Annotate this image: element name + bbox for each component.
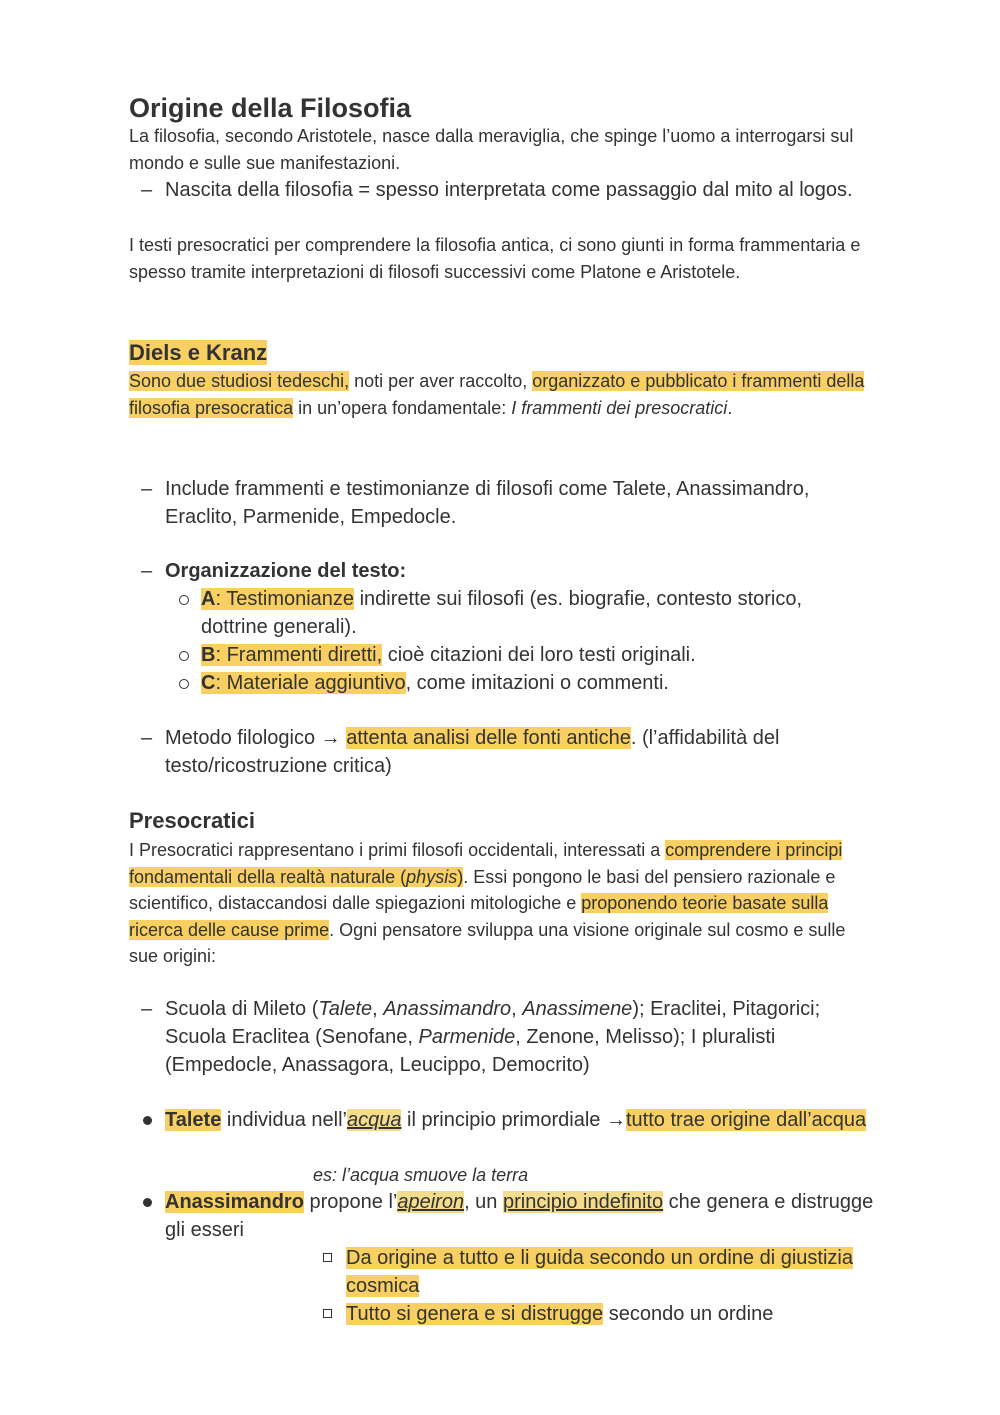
section-title-diels: Diels e Kranz xyxy=(129,340,268,365)
anassimandro-item: Anassimandro propone l’apeiron, un principio indefinito che genera e distrugge gli esseri xyxy=(165,1191,874,1241)
filled-bullet-icon xyxy=(143,1116,152,1125)
origine-testi: I testi presocratici per comprendere la filosofia antica, ci sono giunti in forma frammentaria e spesso tramite interpretazioni di filosofi successivi come Platone e Aristotele. xyxy=(129,235,861,282)
circle-bullet-icon xyxy=(179,651,189,661)
dash-bullet-marker: – xyxy=(141,478,153,500)
dash-bullet-marker: – xyxy=(141,179,153,201)
presocratici-scuole: Scuola di Mileto (Talete, Anassimandro, Anassimene); Eraclitei, Pitagorici; Scuola Eraclitea (Senofane, Parmenide, Zenone, Melisso); I pluralisti (Empedocle, Anassagora, Leucippo, Democrito) xyxy=(165,998,821,1076)
circle-bullet-icon xyxy=(179,679,189,689)
dash-bullet-marker: – xyxy=(141,727,153,749)
anassimandro-sub-2: Tutto si genera e si distrugge secondo un ordine xyxy=(346,1303,774,1325)
diels-paragraph: Sono due studiosi tedeschi, noti per aver raccolto, organizzato e pubblicato i frammenti della filosofia presocratica in un’opera fondamentale: I frammenti dei presocratici. xyxy=(129,371,865,418)
diels-org-title: Organizzazione del testo: xyxy=(165,560,407,582)
talete-item: Talete individua nell’acqua il principio primordiale →tutto trae origine dall’acqua xyxy=(165,1109,867,1131)
circle-bullet-icon xyxy=(179,595,189,605)
dash-bullet-marker: – xyxy=(141,998,153,1020)
square-bullet-icon xyxy=(323,1309,332,1318)
section-title-presocratici: Presocratici xyxy=(129,808,255,833)
origine-bullet: Nascita della filosofia = spesso interpretata come passaggio dal mito al logos. xyxy=(165,179,853,201)
dash-bullet-marker: – xyxy=(141,560,153,582)
anassimandro-sub-1: Da origine a tutto e li guida secondo un ordine di giustizia cosmica xyxy=(346,1247,853,1297)
diels-bullet-include: Include frammenti e testimonianze di filosofi come Talete, Anassimandro, Eraclito, Parmenide, Empedocle. xyxy=(165,478,810,528)
org-item-b: B: Frammenti diretti, cioè citazioni dei loro testi originali. xyxy=(201,644,696,666)
origine-intro: La filosofia, secondo Aristotele, nasce dalla meraviglia, che spinge l’uomo a interrogarsi sul mondo e sulle sue manifestazioni. xyxy=(129,126,854,173)
talete-example: es: l’acqua smuove la terra xyxy=(313,1165,529,1185)
section-title-origine: Origine della Filosofia xyxy=(129,93,412,123)
filled-bullet-icon xyxy=(143,1198,152,1207)
org-item-a: A: Testimonianze indirette sui filosofi (es. biografie, contesto storico, dottrine generali). xyxy=(201,588,803,638)
square-bullet-icon xyxy=(323,1253,332,1262)
presocratici-paragraph: I Presocratici rappresentano i primi filosofi occidentali, interessati a comprendere i principi fondamentali della realtà naturale (physis). Essi pongono le basi del pensiero razionale e scientifico, distaccandosi dalle spiegazioni mitologiche e proponendo teorie basate sulla ricerca delle cause prime. Ogni pensatore sviluppa una visione originale sul cosmo e sulle sue origini: xyxy=(129,840,846,966)
diels-metodo: Metodo filologico → attenta analisi delle fonti antiche. (l’affidabilità del testo/ricostruzione critica) xyxy=(165,727,780,777)
org-item-c: C: Materiale aggiuntivo, come imitazioni o commenti. xyxy=(201,672,669,694)
